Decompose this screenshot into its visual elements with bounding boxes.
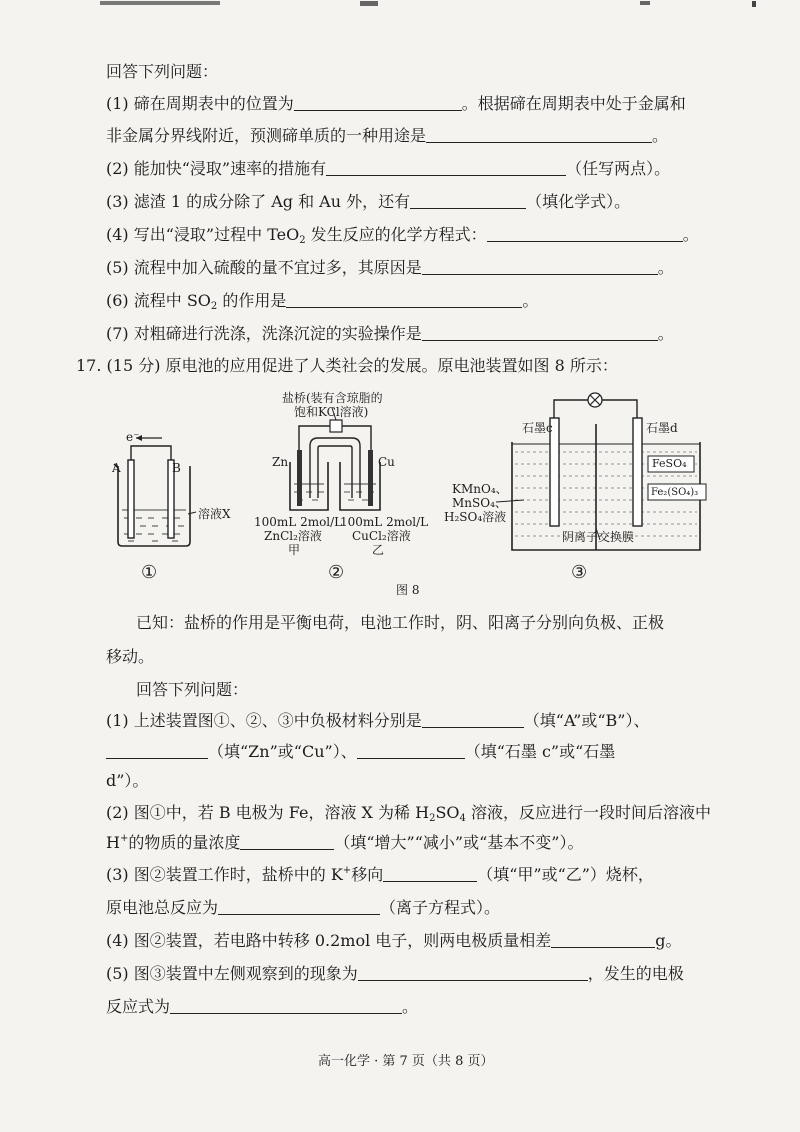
q17-part3-line2: 原电池总反应为 （离子方程式）。 bbox=[106, 898, 501, 917]
answer-blank[interactable] bbox=[422, 324, 658, 341]
fig1-electrode-b: B bbox=[172, 461, 181, 475]
fig3-solution-line2: MnSO₄、 bbox=[452, 496, 507, 510]
fig1-apparatus bbox=[114, 435, 196, 546]
q16-part6: (6) 流程中 $SO_2$ 的作用是 。 bbox=[106, 291, 539, 312]
fig1-number: ① bbox=[141, 562, 158, 583]
answer-blank[interactable] bbox=[383, 865, 477, 882]
q17-part2-line2: H+的物质的量浓度 （填“增大”“减小”或“基本不变”）。 bbox=[106, 833, 584, 852]
answer-blank[interactable] bbox=[422, 258, 658, 275]
q16-part1-line2: 非金属分界线附近，预测碲单质的一种用途是 。 bbox=[106, 126, 669, 145]
q16-part3: (3) 滤渣 1 的成分除了 Ag 和 Au 外，还有 （填化学式）。 bbox=[106, 192, 631, 211]
fig2-right-conc: 100mL 2mol/L bbox=[340, 515, 429, 529]
answer-blank[interactable] bbox=[357, 742, 465, 759]
fig3-membrane-label: 阴离子交换膜 bbox=[562, 530, 635, 544]
q17-part3-line1: (3) 图②装置工作时，盐桥中的 K+移向 （填“甲”或“乙”）烧杯， bbox=[106, 865, 654, 884]
scan-edge-graphic bbox=[0, 1, 800, 15]
fig3-fe2so43-label: Fe₂(SO₄)₃ bbox=[651, 487, 699, 498]
answer-blank[interactable] bbox=[106, 742, 208, 759]
q16-part5: (5) 流程中加入硫酸的量不宜过多，其原因是 。 bbox=[106, 258, 674, 277]
answer-blank[interactable] bbox=[422, 711, 524, 728]
q17-known-line2: 移动。 bbox=[106, 647, 155, 666]
answer-blank[interactable] bbox=[358, 964, 588, 981]
fig3-feso4-label: FeSO₄ bbox=[652, 457, 687, 470]
q17-part5-line1: (5) 图③装置中左侧观察到的现象为 ，发生的电极 bbox=[106, 964, 684, 983]
answer-blank[interactable] bbox=[410, 192, 526, 209]
fig3-solution-line3: H₂SO₄溶液 bbox=[444, 510, 507, 524]
fig2-number: ② bbox=[328, 562, 345, 583]
scan-top-marks bbox=[0, 0, 800, 14]
answer-blank[interactable] bbox=[170, 997, 402, 1014]
q16-part4: (4) 写出“浸取”过程中 TeO$_2$ 发生反应的化学方程式： 。 bbox=[106, 225, 699, 246]
q16-part2: (2) 能加快“浸取”速率的措施有 （任写两点）。 bbox=[106, 159, 671, 178]
fig2-left-solution: ZnCl₂溶液 bbox=[264, 529, 322, 543]
answer-blank[interactable] bbox=[218, 898, 380, 915]
answer-blank[interactable] bbox=[426, 126, 652, 143]
fig2-right-solution: CuCl₂溶液 bbox=[352, 529, 411, 543]
fig3-number: ③ bbox=[571, 562, 588, 583]
q16-part7: (7) 对粗碲进行洗涤，洗涤沉淀的实验操作是 。 bbox=[106, 324, 674, 343]
q17-part5-line2: 反应式为 。 bbox=[106, 997, 419, 1016]
fig2-right-beaker: 乙 bbox=[372, 543, 385, 557]
fig3-solution-line1: KMnO₄、 bbox=[452, 482, 508, 496]
fig2-left-beaker: 甲 bbox=[288, 543, 301, 557]
fig2-left-conc: 100mL 2mol/L bbox=[254, 515, 343, 529]
q17-intro: 回答下列问题： bbox=[136, 680, 249, 699]
q17-part2-line1: (2) 图①中，若 B 电极为 Fe，溶液 X 为稀 $H_2SO_4$ 溶液，反应进行一段时间后溶液中 bbox=[106, 803, 711, 824]
answer-blank[interactable] bbox=[551, 931, 655, 948]
q17-header: 17. (15 分) 原电池的应用促进了人类社会的发展。原电池装置如图 8 所示： bbox=[76, 356, 618, 375]
fig2-bridge-label-1: 盐桥(装有含琼脂的 bbox=[282, 391, 383, 405]
figure-8-diagram bbox=[100, 380, 720, 590]
answer-blank[interactable] bbox=[286, 291, 522, 308]
q16-part1-line1: (1) 碲在周期表中的位置为 。根据碲在周期表中处于金属和 bbox=[106, 94, 686, 113]
intro-text: 回答下列问题： bbox=[106, 62, 219, 81]
fig1-electron-label: e⁻ bbox=[126, 430, 140, 444]
q17-known-line1: 已知：盐桥的作用是平衡电荷，电池工作时，阴、阳离子分别向负极、正极 bbox=[136, 613, 665, 632]
fig1-electrode-a: A bbox=[112, 461, 121, 475]
q17-part1-line3: d”）。 bbox=[106, 771, 149, 790]
fig2-apparatus bbox=[290, 408, 380, 510]
answer-blank[interactable] bbox=[326, 159, 566, 176]
answer-blank[interactable] bbox=[487, 225, 683, 242]
answer-blank[interactable] bbox=[294, 94, 462, 111]
answer-blank[interactable] bbox=[240, 833, 334, 850]
q17-part4: (4) 图②装置，若电路中转移 0.2mol 电子，则两电极质量相差 g。 bbox=[106, 931, 682, 950]
fig3-apparatus bbox=[496, 393, 706, 550]
fig2-zn-label: Zn bbox=[272, 455, 289, 469]
fig3-graphite-c: 石墨c bbox=[522, 421, 553, 435]
page-footer: 高一化学 · 第 7 页（共 8 页） bbox=[318, 1054, 494, 1069]
q17-part1-line1: (1) 上述装置图①、②、③中负极材料分别是 （填“A”或“B”）、 bbox=[106, 711, 650, 730]
fig2-cu-label: Cu bbox=[378, 455, 395, 469]
fig1-solution-label: 溶液X bbox=[198, 507, 231, 521]
figure-caption: 图 8 bbox=[396, 583, 420, 597]
fig3-graphite-d: 石墨d bbox=[646, 421, 678, 435]
fig2-bridge-label-2: 饱和KCl溶液) bbox=[294, 405, 369, 419]
q17-part1-line2: （填“Zn”或“Cu”）、 （填“石墨 c”或“石墨 bbox=[106, 740, 615, 764]
